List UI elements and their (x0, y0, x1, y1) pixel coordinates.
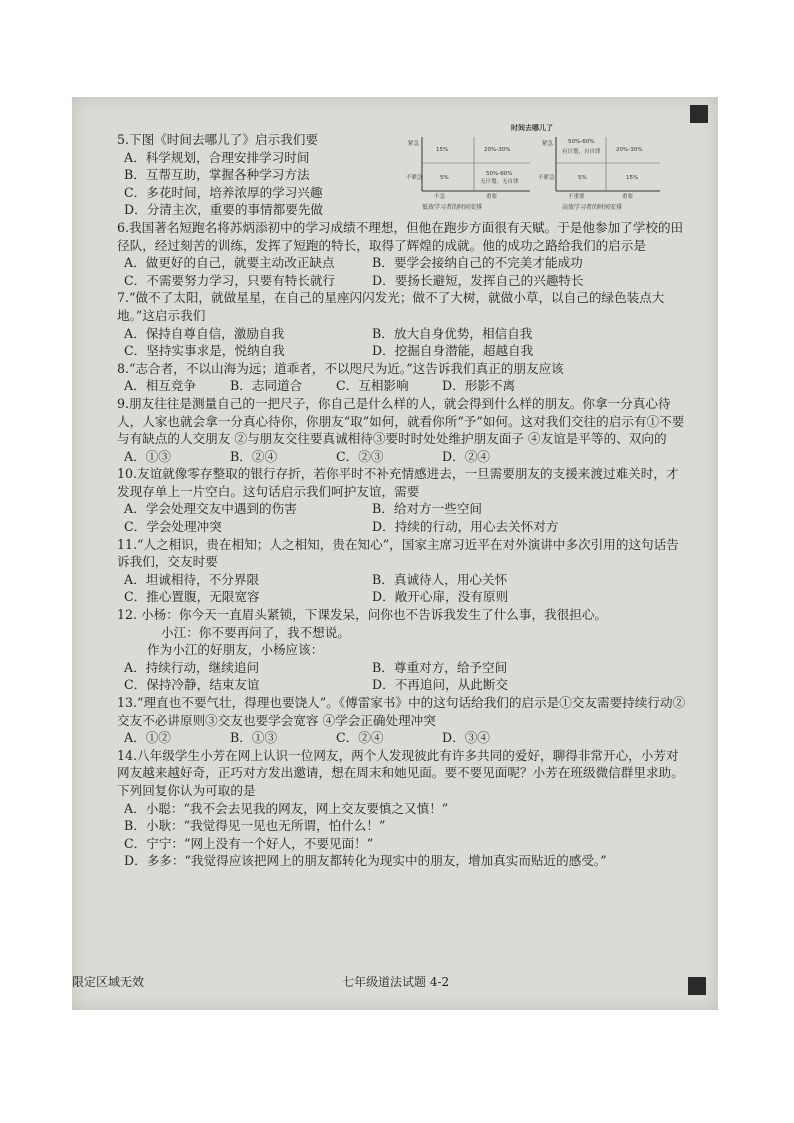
options-6-row2 (117, 272, 689, 290)
question-14-stem: 14.八年级学生小芳在网上认识一位网友，两个人发现彼此有许多共同的爱好，聊得非常开心，小芳对网友越来越好奇，正巧对方发出邀请，想在周末和她见面。要不要见面呢？小芳在班级微信群里求助。下列回复你认为可取的是 (117, 747, 684, 798)
question-12-line3: 作为小江的好朋友，小杨应该： (147, 642, 324, 658)
option-6c[interactable]: C．不需要努力学习，只要有特长就行 (124, 272, 336, 288)
right-caption: 高效学习者的时间安排 (562, 204, 623, 211)
option-14c[interactable]: C．宁宁：“网上没有一个好人，不要见面！” (124, 835, 374, 851)
option-12c[interactable]: C．保持冷静，结束友谊 (124, 677, 260, 693)
right-y-bottom: 不紧急 (538, 175, 555, 181)
option-13b[interactable]: B．①③ (230, 730, 278, 746)
option-13d[interactable]: D．③④ (442, 730, 490, 746)
option-14a[interactable]: A．小聪：“我不会去见我的网友，网上交友要慎之又慎！” (124, 800, 449, 816)
options-11-row1 (117, 571, 689, 589)
option-7b[interactable]: B．放大自身优势，相信自我 (372, 325, 533, 341)
right-q-tr: 20%-30% (616, 147, 643, 153)
options-12-row1 (117, 659, 689, 677)
question-8-stem: 8.“志合者，不以山海为远；道乖者，不以咫尺为近。”这告诉我们真正的朋友应该 (117, 360, 564, 376)
option-9a[interactable]: A．①③ (124, 448, 171, 464)
options-10-row2 (117, 518, 689, 536)
left-q-br-pct: 50%-60% (486, 171, 513, 177)
option-9b[interactable]: B．②④ (230, 448, 278, 464)
option-11b[interactable]: B．真诚待人，用心关怀 (372, 571, 508, 587)
right-q-tl-pct: 50%-60% (568, 139, 595, 145)
question-11-stem: 11.“人之相识，贵在相知；人之相知，贵在知心”，国家主席习近平在对外演讲中多次引用的这句话告诉我们，交友时要 (117, 536, 679, 570)
question-6-stem: 6.我国著名短跑名将苏炳添初中的学习成绩不理想，但他在跑步方面很有天赋。于是他参加了学校的田径队，经过刻苦的训练，发挥了短跑的特长，取得了辉煌的成就。他的成功之路给我们的启示是 (117, 219, 684, 253)
option-5a[interactable]: A．科学规划，合理安排学习时间 (124, 149, 310, 165)
option-10a[interactable]: A．学会处理交友中遇到的伤害 (124, 501, 297, 517)
question-13-stem: 13.“理直也不要气壮，得理也要饶人”。《傅雷家书》中的这句话给我们的启示是①交友需要持续行动②交友不必讲原则③交友也要学会宽容 ④学会正确处理冲突 (117, 695, 686, 728)
options-8 (117, 377, 689, 395)
option-8c[interactable]: C．互相影响 (336, 378, 409, 394)
option-12a[interactable]: A．持续行动，继续追问 (124, 659, 260, 675)
option-10b[interactable]: B．给对方一些空间 (372, 501, 483, 517)
options-7-row2 (117, 342, 689, 360)
option-9d[interactable]: D．②④ (442, 448, 490, 464)
option-8a[interactable]: A．相互竞争 (124, 378, 197, 394)
options-10-row1 (117, 500, 689, 518)
option-5b[interactable]: B．互帮互助，掌握各种学习方法 (124, 167, 310, 183)
question-12-line1: 12. 小杨：你今天一直眉头紧锁，下课发呆，问你也不告诉我发生了什么事，我很担心。 (117, 607, 608, 623)
option-7a[interactable]: A．保持自尊自信，激励自我 (124, 325, 285, 341)
left-y-top: 紧急 (408, 141, 420, 147)
left-caption: 低效学习者的时间安排 (422, 204, 483, 211)
question-9-stem: 9.朋友往往是测量自己的一把尺子，你自己是什么样的人，就会得到什么样的朋友。你拿一分真心待人，人家也就会拿一分真心待你，你朋友“取”如何，就看你所“予”如何。这对我们交往的启示有①不要与有缺点的人交朋友 ②与朋友交往要真诚相待③要时时处处维护朋友面子 ④友谊是平等的、双向的 (117, 395, 685, 447)
option-10d[interactable]: D．持续的行动，用心去关怀对方 (372, 519, 559, 535)
registration-mark (688, 977, 706, 995)
left-q-tr: 20%-30% (484, 147, 511, 153)
left-q-br-text: 无计划，无自律 (480, 179, 519, 185)
right-x-left: 不重要 (568, 194, 585, 200)
option-13a[interactable]: A．①② (124, 730, 171, 746)
right-q-bl: 5% (578, 175, 587, 181)
option-5c[interactable]: C．多花时间，培养浓厚的学习兴趣 (124, 184, 323, 200)
exam-page (72, 97, 718, 1010)
option-12d[interactable]: D．不再追问，从此断交 (372, 677, 509, 693)
options-12-row2 (117, 676, 689, 694)
option-14d[interactable]: D．多多：“我觉得应该把网上的朋友都转化为现实中的朋友，增加真实而贴近的感受。” (124, 853, 607, 869)
options-13 (117, 729, 689, 747)
options-7-row1 (117, 325, 689, 343)
question-list (117, 131, 689, 870)
option-7d[interactable]: D．挖掘自身潜能，超越自我 (372, 343, 534, 359)
left-x-right: 重要 (486, 194, 498, 200)
option-9c[interactable]: C．②③ (336, 448, 384, 464)
option-6a[interactable]: A．做更好的自己，就要主动改正缺点 (124, 255, 335, 271)
option-5d[interactable]: D．分清主次，重要的事情都要先做 (124, 202, 324, 218)
question-10-stem: 10.友谊就像零存整取的银行存折，若你平时不补充情感进去，一旦需要朋友的支援来渡过难关时，才发现存单上一片空白。这句话启示我们呵护友谊，需要 (117, 466, 679, 499)
right-q-br: 15% (626, 175, 639, 181)
options-9 (117, 448, 689, 466)
left-y-bottom: 不紧急 (406, 175, 423, 181)
option-6b[interactable]: B．要学会接纳自己的不完美才能成功 (372, 255, 583, 271)
question-5-stem: 5.下图《时间去哪儿了》启示我们要 (117, 132, 318, 147)
option-10c[interactable]: C．学会处理冲突 (124, 519, 222, 535)
options-6-row1 (117, 254, 689, 272)
option-13c[interactable]: C．②④ (336, 730, 384, 746)
options-11-row2 (117, 588, 689, 606)
option-11d[interactable]: D．敞开心扉，没有原则 (372, 589, 509, 605)
question-12-line2: 小江：你不要再问了，我不想说。 (161, 624, 350, 640)
left-q-tl: 15% (436, 147, 449, 153)
left-x-left: 不急 (434, 194, 446, 200)
chart-title: 时间去哪儿了 (511, 124, 553, 132)
right-y-top: 紧急 (542, 141, 554, 147)
option-6d[interactable]: D．要扬长避短，发挥自己的兴趣特长 (372, 272, 584, 288)
option-7c[interactable]: C．坚持实事求是，悦纳自我 (124, 343, 285, 359)
right-q-tl-text: 有计划，自自律 (562, 149, 601, 155)
option-8d[interactable]: D．形影不离 (442, 378, 516, 394)
footer-restricted-area: 限定区域无效 (72, 975, 145, 989)
footer-page-label: 七年级道法试题 4-2 (342, 975, 450, 989)
option-12b[interactable]: B．尊重对方，给予空间 (372, 659, 508, 675)
left-q-bl: 5% (440, 175, 449, 181)
option-8b[interactable]: B．志同道合 (230, 378, 303, 394)
registration-mark (690, 105, 708, 123)
option-11a[interactable]: A．坦诚相待，不分界限 (124, 571, 260, 587)
question-7-stem: 7.“做不了太阳，就做星星，在自己的星座闪闪发光；做不了大树，就做小草，以自己的绿色装点大地。”这启示我们 (117, 290, 665, 323)
option-14b[interactable]: B．小耿：“我觉得见一见也无所谓，怕什么！” (124, 818, 386, 834)
right-x-right: 重要 (622, 194, 634, 200)
option-11c[interactable]: C．推心置腹，无限宽容 (124, 589, 260, 605)
